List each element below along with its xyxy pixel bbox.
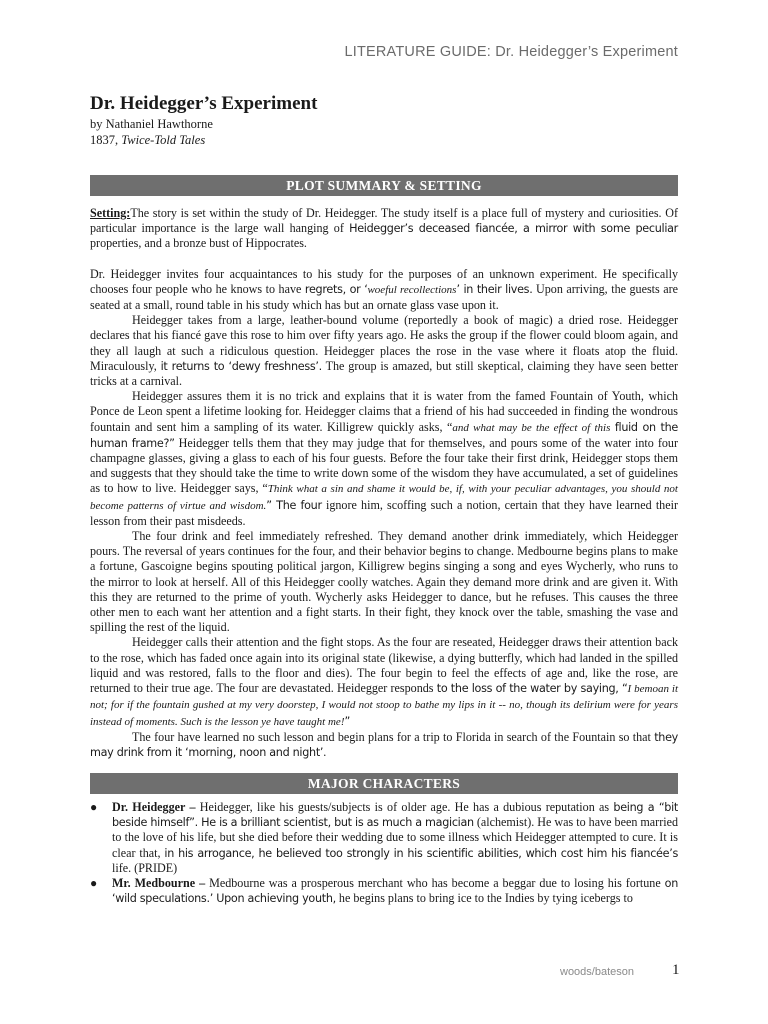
plot-paragraph: Dr. Heidegger invites four acquaintances to his study for the purposes of an unknown experiment. He specifically chooses four people who he knows to have regrets, or ‘woeful recollections’ in their lives. Upon arriving, the guests are seated at a small, round table in his study which has but an ornate glass vase upon it. xyxy=(90,266,679,313)
characters-list xyxy=(90,800,678,906)
title-block xyxy=(90,92,317,148)
plot-paragraph: Heidegger takes from a large, leather-bound volume (reportedly a book of magic) a dried rose. Heidegger declares that his fiancé gave this rose to him over fifty years ago. He asks the group if the flower could bloom again, and they all laugh at such a ridiculous question. Heidegger places the rose in the vase where it floats atop the fluid. Miraculously, it returns to ‘dewy freshness’. The group is amazed, but still skeptical, claiming they have seen better tricks at a carnival. xyxy=(90,313,678,389)
quotation: woeful recollections xyxy=(367,283,457,296)
highlighted-text: Heidegger’s deceased fiancée, a mirror with some peculiar xyxy=(349,222,678,236)
page-number: 1 xyxy=(672,962,680,978)
character-name: Dr. Heidegger – xyxy=(112,800,196,814)
quotation: Think what a sin and shame it would be, if, with your peculiar advantages, you should not become patterns of virtue and wisdom. xyxy=(90,483,678,512)
plot-summary-heading: PLOT SUMMARY & SETTING xyxy=(90,175,678,196)
running-header: LITERATURE GUIDE: Dr. Heidegger’s Experiment xyxy=(344,44,678,60)
quotation: I bemoan it not; for if the fountain gushed at my very doorstep, I would not stoop to bathe my lips in it -- no, though its delirium were for years instead of moments. Such is the lesson ye have taught me! xyxy=(90,683,678,728)
quotation: and what may be the effect of this xyxy=(452,421,611,434)
collection-title: Twice-Told Tales xyxy=(121,133,206,147)
plot-paragraph: The four drink and feel immediately refreshed. They demand another drink immediately, which Heidegger pours. The reversal of years continues for the four, and their behavior begins to change. Medbourne begins plans to make a fortune, Gascoigne begins spouting political jargon, Killigrew begins singing a song and eyes Wycherly, who runs to the mirror to look at herself. All of this Heidegger coolly watches. Again they demand more drink and are given it. With this they are returned to the prime of youth. Wycherly asks Heidegger to dance, but he refuses. This causes the three other men to each want her attention and a fight starts. In their fight, they knock over the table, smashing the vase and spilling the rest of the liquid. xyxy=(90,529,678,635)
bullet-icon: ● xyxy=(90,876,98,891)
publication-year: 1837, xyxy=(90,133,122,147)
setting-paragraph xyxy=(90,206,678,252)
plot-paragraph: Heidegger assures them it is no trick and explains that it is water from the famed Fountain of Youth, which Ponce de Leon spent a lifetime looking for. Heidegger claims that a friend of his had succeeded in finding the wondrous fountain and sent him a sampling of its water. Killigrew quickly asks, “and what may be the effect of this fluid on the human frame?” Heidegger tells them that they may judge that for themselves, and pours some of the water into four champagne glasses, giving a glass to each of his four guests. Before the four take their first drink, Heidegger stops them and suggests that they should take the time to write down some of the wisdom they have accumulated, a set of guidelines as to how to live. Heidegger says, “Think what a sin and shame it would be, if, with your peculiar advantages, you should not become patterns of virtue and wisdom.” The four ignore him, scoffing such a notion, certain that they have learned their lesson from their past misdeeds. xyxy=(90,389,679,528)
setting-label: Setting: xyxy=(90,206,131,220)
author-byline: by Nathaniel Hawthorne xyxy=(90,117,213,131)
list-item: ● Mr. Medbourne – Medbourne was a prosperous merchant who has become a beggar due to losing his fortune on ‘wild speculations.’ Upon achieving youth, he begins plans to bring ice to the Indies by tying icebergs to xyxy=(90,876,678,906)
setting-text: properties, and a bronze bust of Hippocrates. xyxy=(90,236,307,251)
setting-text: The story is set within the study of Dr. Heidegger. The study itself is a place full of mystery and curiosities. Of particular importance is the large wall hanging of xyxy=(90,206,678,236)
document-title: Dr. Heidegger’s Experiment xyxy=(90,93,318,114)
plot-paragraph: Heidegger calls their attention and the fight stops. As the four are reseated, Heidegger draws their attention back to the rose, which has faded once again into its original state (likewise, a dying butterfly, which had landed in the spilled liquid and was restored, falls to the floor and dies). The four begin to feel the effects of age and, like the rose, are returned to their true age. The four are devastated. Heidegger responds to the loss of the water by saying, “I bemoan it not; for if the fountain gushed at my very doorstep, I would not stoop to bathe my lips in it -- no, though its delirium were for years instead of moments. Such is the lesson ye have taught me!” xyxy=(90,635,678,728)
plot-paragraph: The four have learned no such lesson and begin plans for a trip to Florida in search of the Fountain so that they may drink from it ‘morning, noon and night’. xyxy=(90,729,678,759)
list-item: ● Dr. Heidegger – Heidegger, like his guests/subjects is of older age. He has a dubious reputation as being a “bit beside himself”. He is a brilliant scientist, but is as much a magician (alchemist). He was to have been married to the love of his life, but she died before their wedding due to some illness which Heidegger attempted to cure. It is clear that, in his arrogance, he believed too strongly in his scientific abilities, which cost him his fiancée’s life. (PRIDE) xyxy=(90,800,679,875)
bullet-icon: ● xyxy=(90,800,98,814)
publication-info xyxy=(90,132,317,148)
character-name: Mr. Medbourne – xyxy=(112,876,206,891)
footer-author: woods/bateson xyxy=(560,966,634,978)
plot-summary-body xyxy=(90,206,678,760)
major-characters-heading: MAJOR CHARACTERS xyxy=(90,773,678,794)
